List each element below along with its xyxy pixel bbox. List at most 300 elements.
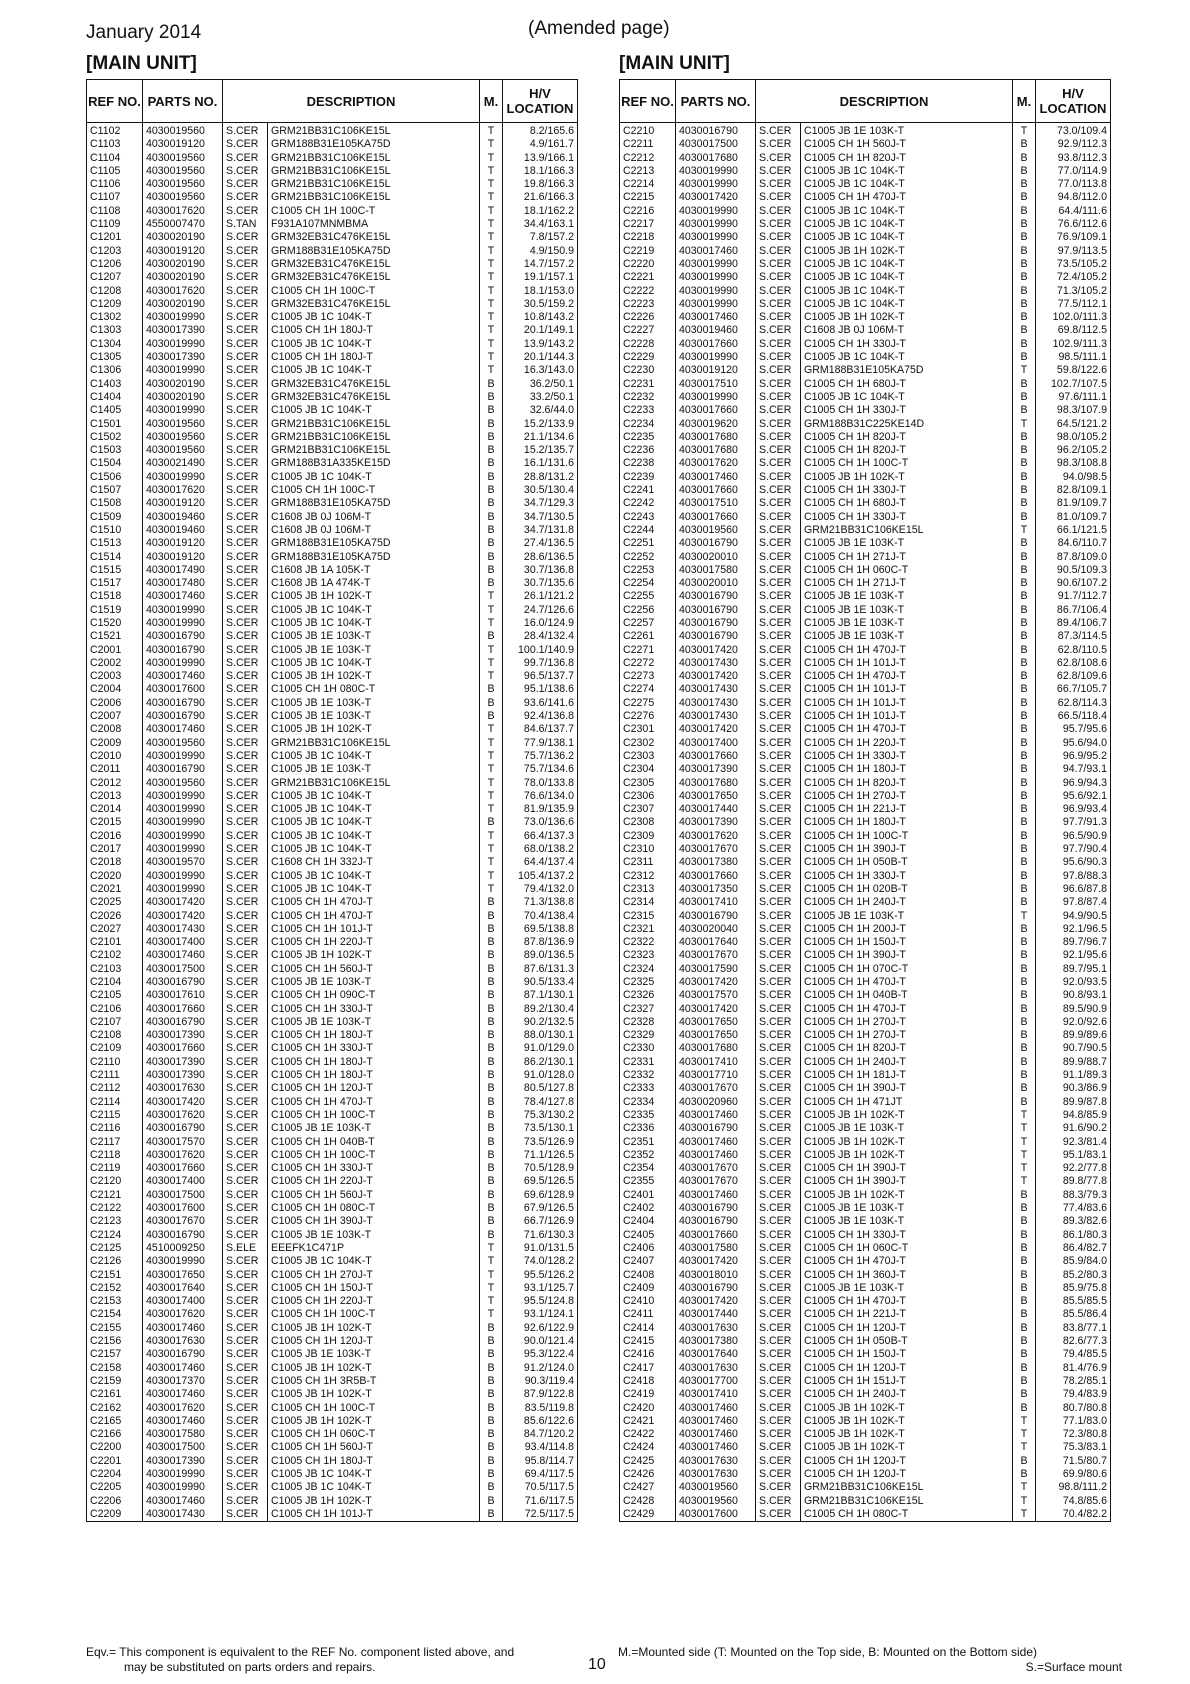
ref-no-cell: C2257 [620,617,676,630]
mounted-cell: B [480,923,503,936]
type-cell: S.CER [756,617,801,630]
type-cell: S.CER [223,152,268,165]
ref-no-cell: C2227 [620,324,676,337]
ref-no-cell: C2411 [620,1308,676,1321]
type-cell: S.CER [223,444,268,457]
mounted-cell: B [1013,1269,1036,1282]
hv-location-cell: 76.9/109.1 [1036,231,1111,244]
table-row [87,803,578,816]
mounted-cell: B [1013,564,1036,577]
description-cell: C1005 CH 1H 150J-T [801,1348,1013,1361]
table-row [87,1428,578,1441]
mounted-cell: B [480,1415,503,1428]
description-cell: C1005 CH 1H 120J-T [801,1362,1013,1375]
description-cell: C1005 JB 1C 104K-T [268,750,480,763]
ref-no-cell: C2114 [87,1096,143,1109]
type-cell: S.CER [223,165,268,178]
description-cell: C1005 CH 1H 180J-T [268,324,480,337]
description-cell: C1005 CH 1H 101J-T [268,1508,480,1522]
description-cell: C1005 CH 1H 240J-T [801,1388,1013,1401]
type-cell: S.CER [756,1335,801,1348]
type-cell: S.CER [223,816,268,829]
ref-no-cell: C2210 [620,123,676,139]
type-cell: S.CER [223,537,268,550]
type-cell: S.CER [223,1096,268,1109]
parts-no-cell: 4030017490 [143,564,223,577]
description-cell: C1005 JB 1H 102K-T [801,1428,1013,1441]
mounted-cell: B [480,1335,503,1348]
type-cell: S.CER [756,1175,801,1188]
hv-location-cell: 73.5/126.9 [503,1136,578,1149]
mounted-cell: B [480,418,503,431]
mounted-cell: B [480,1109,503,1122]
mounted-cell: B [1013,697,1036,710]
ref-no-cell: C2121 [87,1189,143,1202]
table-row [620,883,1111,896]
description-cell: C1005 CH 1H 560J-T [268,1441,480,1454]
ref-no-cell: C2230 [620,364,676,377]
parts-no-cell: 4030017650 [676,790,756,803]
type-cell: S.CER [756,378,801,391]
type-cell: S.CER [223,830,268,843]
ref-no-cell: C2314 [620,896,676,909]
ref-no-cell: C1510 [87,524,143,537]
mounted-cell: B [1013,777,1036,790]
ref-no-cell: C2157 [87,1348,143,1361]
description-cell: C1005 JB 1E 103K-T [801,1215,1013,1228]
hv-location-cell: 81.0/109.7 [1036,511,1111,524]
description-cell: C1005 CH 1H 330J-T [801,404,1013,417]
type-cell: S.CER [223,178,268,191]
parts-no-cell: 4030019990 [676,351,756,364]
hv-location-cell: 85.5/85.5 [1036,1295,1111,1308]
type-cell: S.CER [223,1109,268,1122]
description-cell: C1005 JB 1E 103K-T [268,630,480,643]
description-cell: C1005 CH 1H 151J-T [801,1375,1013,1388]
mounted-cell: B [1013,218,1036,231]
mounted-cell: B [1013,1229,1036,1242]
type-cell: S.CER [223,1202,268,1215]
table-row [620,431,1111,444]
mounted-cell: T [480,138,503,151]
parts-no-cell: 4030016790 [676,1215,756,1228]
parts-no-cell: 4030020190 [143,258,223,271]
ref-no-cell: C2425 [620,1455,676,1468]
header-hv-location: H/V LOCATION [1036,80,1111,123]
parts-no-cell: 4030019620 [676,418,756,431]
type-cell: S.CER [756,497,801,510]
table-row [620,378,1111,391]
mounted-cell: B [480,1468,503,1481]
ref-no-cell: C2153 [87,1295,143,1308]
table-row [87,590,578,603]
mounted-cell: T [480,1255,503,1268]
table-row [87,976,578,989]
type-cell: S.CER [756,524,801,537]
table-row [620,218,1111,231]
mounted-cell: B [480,404,503,417]
table-row [620,816,1111,829]
mounted-cell: B [1013,896,1036,909]
mounted-cell: B [1013,923,1036,936]
ref-no-cell: C1519 [87,604,143,617]
mounted-cell: B [480,537,503,550]
type-cell: S.CER [756,763,801,776]
hv-location-cell: 79.4/85.5 [1036,1348,1111,1361]
table-row [87,152,578,165]
table-row [87,298,578,311]
table-row [87,338,578,351]
hv-location-cell: 92.9/112.3 [1036,138,1111,151]
mounted-cell: T [480,870,503,883]
table-row [87,444,578,457]
type-cell: S.CER [756,1495,801,1508]
description-cell: C1005 CH 1H 330J-T [801,1229,1013,1242]
type-cell: S.CER [223,697,268,710]
parts-no-cell: 4030019990 [143,1468,223,1481]
mounted-cell: B [480,471,503,484]
hv-location-cell: 78.2/85.1 [1036,1375,1111,1388]
parts-no-cell: 4030019990 [143,471,223,484]
ref-no-cell: C2336 [620,1122,676,1135]
parts-no-cell: 4030017660 [143,1042,223,1055]
mounted-cell: B [480,949,503,962]
document-date: January 2014 [86,22,202,43]
ref-no-cell: C2429 [620,1508,676,1522]
type-cell: S.CER [223,710,268,723]
ref-no-cell: C2305 [620,777,676,790]
mounted-cell: B [480,1189,503,1202]
ref-no-cell: C2313 [620,883,676,896]
parts-no-cell: 4030017460 [676,471,756,484]
legend-note [618,1645,1122,1675]
parts-no-cell: 4030019990 [143,364,223,377]
type-cell: S.CER [223,138,268,151]
type-cell: S.CER [223,1056,268,1069]
hv-location-cell: 102.7/107.5 [1036,378,1111,391]
type-cell: S.CER [223,1215,268,1228]
mounted-cell: T [1013,364,1036,377]
description-cell: C1608 JB 0J 106M-T [268,511,480,524]
hv-location-cell: 73.5/130.1 [503,1122,578,1135]
parts-no-cell: 4030017580 [676,1242,756,1255]
table-row [87,750,578,763]
parts-no-cell: 4030017480 [143,577,223,590]
hv-location-cell: 73.5/105.2 [1036,258,1111,271]
mounted-cell: B [480,444,503,457]
type-cell: S.CER [223,1348,268,1361]
hv-location-cell: 89.9/88.7 [1036,1056,1111,1069]
type-cell: S.CER [223,1455,268,1468]
ref-no-cell: C2301 [620,723,676,736]
table-row [87,1388,578,1401]
mounted-cell: B [1013,843,1036,856]
type-cell: S.CER [756,1122,801,1135]
ref-no-cell: C1302 [87,311,143,324]
table-row [620,537,1111,550]
type-cell: S.CER [756,1468,801,1481]
table-row [87,1269,578,1282]
ref-no-cell: C1517 [87,577,143,590]
hv-location-cell: 85.6/122.6 [503,1415,578,1428]
mounted-cell: T [1013,1495,1036,1508]
parts-no-cell: 4030017410 [676,1056,756,1069]
table-row [620,152,1111,165]
table-row [620,258,1111,271]
parts-no-cell: 4030017430 [143,1508,223,1522]
hv-location-cell: 86.2/130.1 [503,1056,578,1069]
parts-no-cell: 4030017460 [676,1415,756,1428]
parts-no-cell: 4030019990 [143,311,223,324]
mounted-cell: T [480,670,503,683]
type-cell: S.CER [756,258,801,271]
description-cell: C1005 CH 1H 240J-T [801,896,1013,909]
description-cell: C1005 CH 1H 100C-T [268,1109,480,1122]
type-cell: S.CER [756,1308,801,1321]
table-row [620,564,1111,577]
table-row [620,1149,1111,1162]
description-cell: GRM32EB31C476KE15L [268,231,480,244]
description-cell: C1005 JB 1H 102K-T [801,471,1013,484]
description-cell: C1005 CH 1H 820J-T [801,431,1013,444]
mounted-cell: B [480,1455,503,1468]
table-row [620,138,1111,151]
hv-location-cell: 19.1/157.1 [503,271,578,284]
mounted-cell: T [480,285,503,298]
left-parts-table [86,79,578,1522]
mounted-cell: T [480,258,503,271]
ref-no-cell: C2214 [620,178,676,191]
description-cell: C1005 CH 1H 220J-T [801,737,1013,750]
description-cell: C1005 CH 1H 271J-T [801,551,1013,564]
hv-location-cell: 95.5/126.2 [503,1269,578,1282]
hv-location-cell: 27.4/136.5 [503,537,578,550]
parts-no-cell: 4030017570 [676,989,756,1002]
description-cell: C1005 CH 1H 181J-T [801,1069,1013,1082]
description-cell: C1005 CH 1H 100C-T [268,1308,480,1321]
hv-location-cell: 91.1/89.3 [1036,1069,1111,1082]
parts-no-cell: 4030017420 [676,644,756,657]
description-cell: C1005 JB 1E 103K-T [801,590,1013,603]
parts-no-cell: 4030021490 [143,457,223,470]
description-cell: C1005 CH 1H 820J-T [801,444,1013,457]
table-row [87,923,578,936]
parts-no-cell: 4030017390 [143,1029,223,1042]
table-row [620,1335,1111,1348]
type-cell: S.CER [223,351,268,364]
description-cell: C1005 CH 1H 150J-T [268,1282,480,1295]
ref-no-cell: C2325 [620,976,676,989]
ref-no-cell: C2419 [620,1388,676,1401]
mounted-cell: T [480,803,503,816]
table-row [620,364,1111,377]
parts-no-cell: 4030017630 [143,1082,223,1095]
description-cell: C1005 CH 1H 180J-T [268,351,480,364]
type-cell: S.CER [756,351,801,364]
type-cell: S.CER [756,1189,801,1202]
type-cell: S.CER [223,989,268,1002]
hv-location-cell: 84.6/137.7 [503,723,578,736]
hv-location-cell: 98.0/105.2 [1036,431,1111,444]
parts-no-cell: 4030017640 [143,1282,223,1295]
description-cell: C1005 JB 1H 102K-T [268,949,480,962]
description-cell: C1005 JB 1H 102K-T [801,245,1013,258]
type-cell: S.CER [756,1096,801,1109]
surface-mount-legend: S.=Surface mount [1025,1660,1122,1674]
mounted-cell: B [1013,644,1036,657]
mounted-cell: B [1013,484,1036,497]
parts-no-cell: 4030017440 [676,803,756,816]
hv-location-cell: 36.2/50.1 [503,378,578,391]
description-cell: C1005 JB 1C 104K-T [268,830,480,843]
description-cell: GRM188B31E105KA75D [268,138,480,151]
ref-no-cell: C1404 [87,391,143,404]
type-cell: S.CER [223,936,268,949]
mounted-cell: B [1013,1082,1036,1095]
description-cell: C1005 JB 1E 103K-T [268,1229,480,1242]
ref-no-cell: C2118 [87,1149,143,1162]
parts-no-cell: 4030017600 [676,1508,756,1522]
table-row [620,497,1111,510]
type-cell: S.CER [756,511,801,524]
description-cell: C1005 CH 1H 470J-T [801,723,1013,736]
mounted-cell: B [480,976,503,989]
header-ref-no: REF NO. [87,80,143,123]
ref-no-cell: C2112 [87,1082,143,1095]
hv-location-cell: 30.7/135.6 [503,577,578,590]
parts-no-cell: 4030017390 [143,324,223,337]
table-row [620,1322,1111,1335]
ref-no-cell: C2415 [620,1335,676,1348]
table-row [87,737,578,750]
hv-location-cell: 62.8/108.6 [1036,657,1111,670]
mounted-side-legend: M.=Mounted side (T: Mounted on the Top side, B: Mounted on the Bottom side) [618,1645,1038,1659]
hv-location-cell: 28.4/132.4 [503,630,578,643]
hv-location-cell: 95.6/92.1 [1036,790,1111,803]
parts-no-cell: 4030019460 [143,524,223,537]
hv-location-cell: 105.4/137.2 [503,870,578,883]
ref-no-cell: C1208 [87,285,143,298]
table-row [87,471,578,484]
table-row [87,1362,578,1375]
type-cell: S.CER [223,1149,268,1162]
table-row [620,404,1111,417]
type-cell: S.CER [223,1295,268,1308]
ref-no-cell: C2408 [620,1269,676,1282]
mounted-cell: T [480,1295,503,1308]
mounted-cell: T [480,644,503,657]
description-cell: C1608 JB 1A 105K-T [268,564,480,577]
parts-no-cell: 4030017460 [676,1441,756,1454]
hv-location-cell: 81.9/135.9 [503,803,578,816]
table-row [87,710,578,723]
mounted-cell: B [480,1162,503,1175]
ref-no-cell: C2156 [87,1335,143,1348]
mounted-cell: B [480,989,503,1002]
description-cell: C1005 CH 1H 820J-T [801,777,1013,790]
mounted-cell: T [1013,123,1036,139]
ref-no-cell: C2020 [87,870,143,883]
type-cell: S.CER [223,577,268,590]
description-cell: GRM21BB31C106KE15L [268,178,480,191]
type-cell: S.CER [223,191,268,204]
description-cell: C1005 CH 1H 200J-T [801,923,1013,936]
hv-location-cell: 80.5/127.8 [503,1082,578,1095]
parts-no-cell: 4030019120 [676,364,756,377]
ref-no-cell: C2404 [620,1215,676,1228]
parts-no-cell: 4030017420 [676,976,756,989]
ref-no-cell: C2329 [620,1029,676,1042]
mounted-cell: B [480,1082,503,1095]
description-cell: GRM32EB31C476KE15L [268,271,480,284]
table-row [620,1136,1111,1149]
mounted-cell: B [1013,152,1036,165]
hv-location-cell: 64.5/121.2 [1036,418,1111,431]
type-cell: S.CER [756,816,801,829]
hv-location-cell: 89.5/90.9 [1036,1003,1111,1016]
table-row [87,551,578,564]
hv-location-cell: 26.1/121.2 [503,590,578,603]
description-cell: C1005 CH 1H 050B-T [801,856,1013,869]
ref-no-cell: C2307 [620,803,676,816]
table-row [620,1082,1111,1095]
ref-no-cell: C2221 [620,271,676,284]
type-cell: S.CER [223,231,268,244]
ref-no-cell: C1305 [87,351,143,364]
mounted-cell: B [1013,271,1036,284]
table-row [87,245,578,258]
parts-no-cell: 4030016790 [676,604,756,617]
parts-no-cell: 4030017700 [676,1375,756,1388]
hv-location-cell: 4.9/150.9 [503,245,578,258]
type-cell: S.CER [756,484,801,497]
hv-location-cell: 99.7/136.8 [503,657,578,670]
description-cell: GRM32EB31C476KE15L [268,258,480,271]
table-row [620,1375,1111,1388]
hv-location-cell: 34.7/131.8 [503,524,578,537]
table-row [87,657,578,670]
mounted-cell: T [480,205,503,218]
description-cell: C1005 CH 1H 101J-T [801,697,1013,710]
hv-location-cell: 76.6/134.0 [503,790,578,803]
hv-location-cell: 82.8/109.1 [1036,484,1111,497]
type-cell: S.CER [223,896,268,909]
parts-no-cell: 4030017350 [676,883,756,896]
description-cell: C1005 CH 1H 680J-T [801,378,1013,391]
table-row [87,564,578,577]
type-cell: S.CER [223,803,268,816]
parts-no-cell: 4030017420 [676,1255,756,1268]
parts-no-cell: 4030019120 [143,245,223,258]
description-cell: GRM21BB31C106KE15L [268,444,480,457]
table-row [87,404,578,417]
table-row [87,418,578,431]
mounted-cell: T [1013,1149,1036,1162]
mounted-cell: B [1013,138,1036,151]
table-row [620,1348,1111,1361]
type-cell: S.CER [756,1202,801,1215]
type-cell: S.CER [756,1255,801,1268]
mounted-cell: B [1013,285,1036,298]
parts-no-cell: 4030016790 [676,1202,756,1215]
hv-location-cell: 7.8/157.2 [503,231,578,244]
ref-no-cell: C2241 [620,484,676,497]
ref-no-cell: C2206 [87,1495,143,1508]
parts-no-cell: 4030017500 [676,138,756,151]
parts-no-cell: 4030017680 [676,152,756,165]
ref-no-cell: C2312 [620,870,676,883]
mounted-cell: B [1013,1348,1036,1361]
